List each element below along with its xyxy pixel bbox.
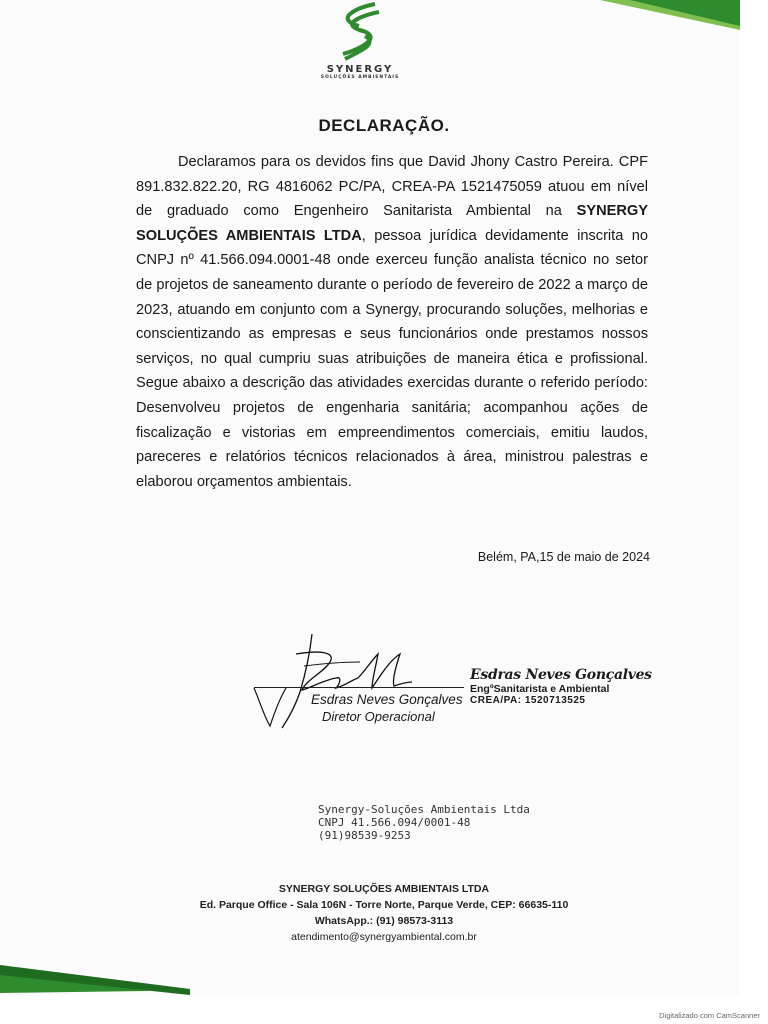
signature-line — [254, 687, 464, 688]
company-stamp-line2: CNPJ 41.566.094/0001-48 — [318, 816, 471, 829]
company-stamp-line3: (91)98539-9253 — [318, 829, 411, 842]
synergy-s-icon — [335, 0, 385, 62]
bottom-left-green-accent — [0, 965, 190, 995]
declaration-body — [136, 150, 648, 494]
signatory-role: Diretor Operacional — [322, 709, 435, 724]
footer-email: atendimento@synergyambiental.com.br — [291, 931, 477, 943]
body-text-before: Declaramos para os devidos fins que David Jhony Castro Pereira. CPF 891.832.822.20, RG 4816062 PC/PA, CREA-PA 1521475059 atuou em nível de graduado como Engenheiro Sanitarista Ambiental na — [136, 154, 648, 220]
logo-subtitle: SOLUÇÕES AMBIENTAIS — [320, 75, 400, 80]
top-right-green-accent — [600, 0, 740, 30]
stamp-role: EngºSanitarista e Ambiental — [470, 683, 610, 695]
stamp-name: Esdras Neves Gonçalves — [470, 667, 652, 683]
scanner-watermark: Digitalizado com CamScanner — [659, 1011, 760, 1020]
declaration-paragraph — [136, 150, 648, 494]
footer — [0, 881, 740, 945]
footer-company: SYNERGY SOLUÇÕES AMBIENTAIS LTDA — [278, 883, 490, 895]
synergy-logo — [320, 0, 400, 95]
signatory-name: Esdras Neves Gonçalves — [311, 692, 463, 707]
company-name-bold: SYNERGY SOLUÇÕES AMBIENTAIS LTDA — [136, 203, 648, 244]
date-line: Belém, PA,15 de maio de 2024 — [477, 550, 650, 564]
document-title: DECLARAÇÃO. — [318, 116, 450, 135]
body-text-after: , pessoa jurídica devidamente inscrita no CNPJ nº 41.566.094.0001-48 onde exerceu função analista técnico no setor de projetos de saneamento durante o período de fevereiro de 2022 a março de 2023, atuando em conjunto com a Synergy, procurando soluções, melhorias e conscientizando as empresas e seus funcionários onde prestamos nossos serviços, no qual cumpriu suas atribuições de maneira ética e profissional. Segue abaixo a descrição das atividades exercidas durante o referido período: Desenvolveu projetos de engenharia sanitária; acompanhou ações de fiscalização e vistorias em empreendimentos comerciais, emitiu laudos, pareceres e relatórios técnicos relacionados à área, ministrou palestras e elaborou orçamentos ambientais. — [136, 227, 648, 490]
footer-whatsapp: WhatsApp.: (91) 98573-3113 — [314, 915, 454, 927]
engineer-stamp — [470, 667, 652, 706]
stamp-crea: CREA/PA: 1520713525 — [470, 695, 586, 706]
company-stamp — [318, 803, 530, 842]
company-stamp-line1: Synergy-Soluções Ambientais Ltda — [318, 803, 530, 816]
logo-name: SYNERGY — [326, 64, 394, 75]
footer-address: Ed. Parque Office - Sala 106N - Torre Norte, Parque Verde, CEP: 66635-110 — [199, 899, 569, 911]
